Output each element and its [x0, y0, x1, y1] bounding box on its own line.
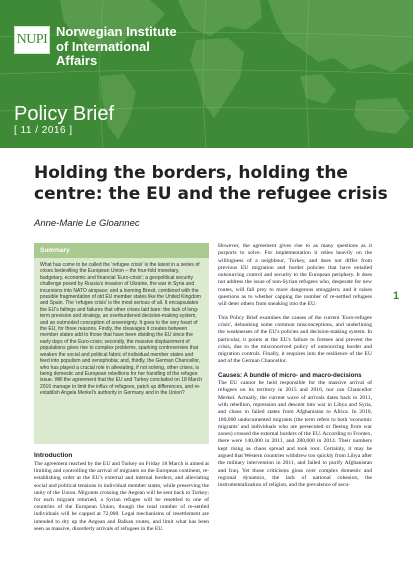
issue-number: [ 11 / 2016 ] — [14, 125, 73, 136]
article-author: Anne-Marie Le Gloannec — [34, 218, 140, 229]
institute-name-line-2: of International — [56, 38, 150, 54]
causes-heading: Causes: A bundle of micro- and macro-decisions — [218, 371, 362, 379]
summary-box — [34, 243, 209, 444]
summary-heading: Summary — [34, 243, 209, 258]
nupi-logo — [14, 26, 50, 54]
right-paragraph-1: However, the agreement gives rise to as many questions as it purports to solve. For implementation it relies heavily on the willingness of a neighbour, Turkey, and does not differ from previous EU migration and border policies that have entailed outsourcing control and security to the European periphery. It does not address the issue of non-Syrian refugees who, desperate for new routes, will fall prey to more dangerous smugglers; and it raises questions as to whether capping the number of re-settled refugees will deter others from sneaking into the EU. — [218, 243, 372, 308]
page-number: 1 — [393, 290, 400, 302]
summary-text: What has come to be called the 'refugee crisis' is the latest in a series of crises bedevilling the European Union – the four-fold monetary, budgetary, economic and financial 'Euro-crisis'; a geopolitical security challenge posed by Russia's invasion of Ukraine, the war in Syria and incursions into NATO airspace; and a looming Brexit, combined with the possible fragmentation of old EU member states like the United Kingdom and Spain. The 'refugee crisis' is the most serious of all. It encapsulates the EU's failings and failures that other crises laid bare: the lack of long-term prevision and strategy, an overburdened decision-making system, and an outmoded conception of sovereignty. It goes to the very heart of the EU, for three reasons. Firstly, the cleavages it creates between member states add to those that have been dividing the EU since the early days of the Euro-crisis; secondly, the massive displacement of populations gives rise to complex problems, sparking controversies that weaken the social and political fabric of individual member states and feed into populism and xenophobia; and, thirdly, the German Chancellor, who has played a crucial role in alleviating, if not solving, other crises, is being domestic and European rebellions for her handling of the refugee issue. Will the agreement that the EU and Turkey concluded on 18 March 2016 manage to limit the influx of refugees, patch up differences, and re-establish Angela Merkel's authority in Germany and in the Union? — [40, 262, 203, 397]
right-column — [218, 243, 372, 496]
introduction-text: The agreement reached by the EU and Turkey on Friday 18 March is aimed at limiting and controlling the arrival of migrants on the European continent, re-establishing order at the EU's external and internal borders, and alleviating social and political tensions in individual member states, while preserving the unity of the Union. Migrants crossing the Aegean will be sent back to Turkey; for each migrant returned, a Syrian refugee will be resettled to one of countries of the European Union, though the total number of re-settled individuals will be capped at 72,000. Legal mechanisms of resettlement are intended to dry up the Aegean and Balkan routes, and limit what has been seen as massive, disorderly arrivals of refugees in the EU. — [34, 461, 209, 532]
institute-name-line-1: Norwegian Institute — [56, 24, 177, 39]
article-title: Holding the borders, holding the centre: the EU and the refugee crisis — [34, 163, 388, 204]
brief-header — [0, 0, 413, 148]
right-paragraph-2: This Policy Brief examines the causes of the current 'Euro-refugee crisis', debunking some common misconceptions, and underlining the weaknesses of the EU's policies and decision-making system. In particular, it points at the EU's failure to foresee and prevent the crisis, due to the misconceived policy of outsourcing border and migration controls. Finally, it enquires into the resilience of the EU and of the German Chancellor. — [218, 314, 372, 365]
introduction-heading: Introduction — [34, 452, 73, 459]
right-paragraph-3: The EU cannot be held responsible for the massive arrival of refugees on its territory in 2015 and 2016, nor can Chancellor Merkel. Actually, the current wave of arrivals dates back to 2011, with rebellion, repression and descent into war in Libya and Syria, and chaos in failed states from Afghanistan to Africa. In 2010, 100,000 undocumented migrants (the term refers to both 'economic migrants' and individuals who are persecuted or fleeing from war zones) crossed the external borders of the EU. According to Frontex, there were 140,000 in 2011, and 280,000 in 2014. Their numbers kept rising as chaos spread and took root. Certainly, it may be argued that Western countries withdrew too quickly from Libya after the military intervention in 2011, and failed to purify Afghanistan and Iraq. Yet those criticisms gloss over complex domestic and regional dynamics, the lack of national cohesion, the instrumentalization of religion, and the prevalence of secu- — [218, 380, 372, 489]
institute-name-line-3: Affairs — [56, 53, 98, 68]
institute-name — [56, 25, 177, 69]
nupi-logo-text: NUPI — [16, 32, 48, 47]
series-title: Policy Brief — [14, 103, 115, 125]
